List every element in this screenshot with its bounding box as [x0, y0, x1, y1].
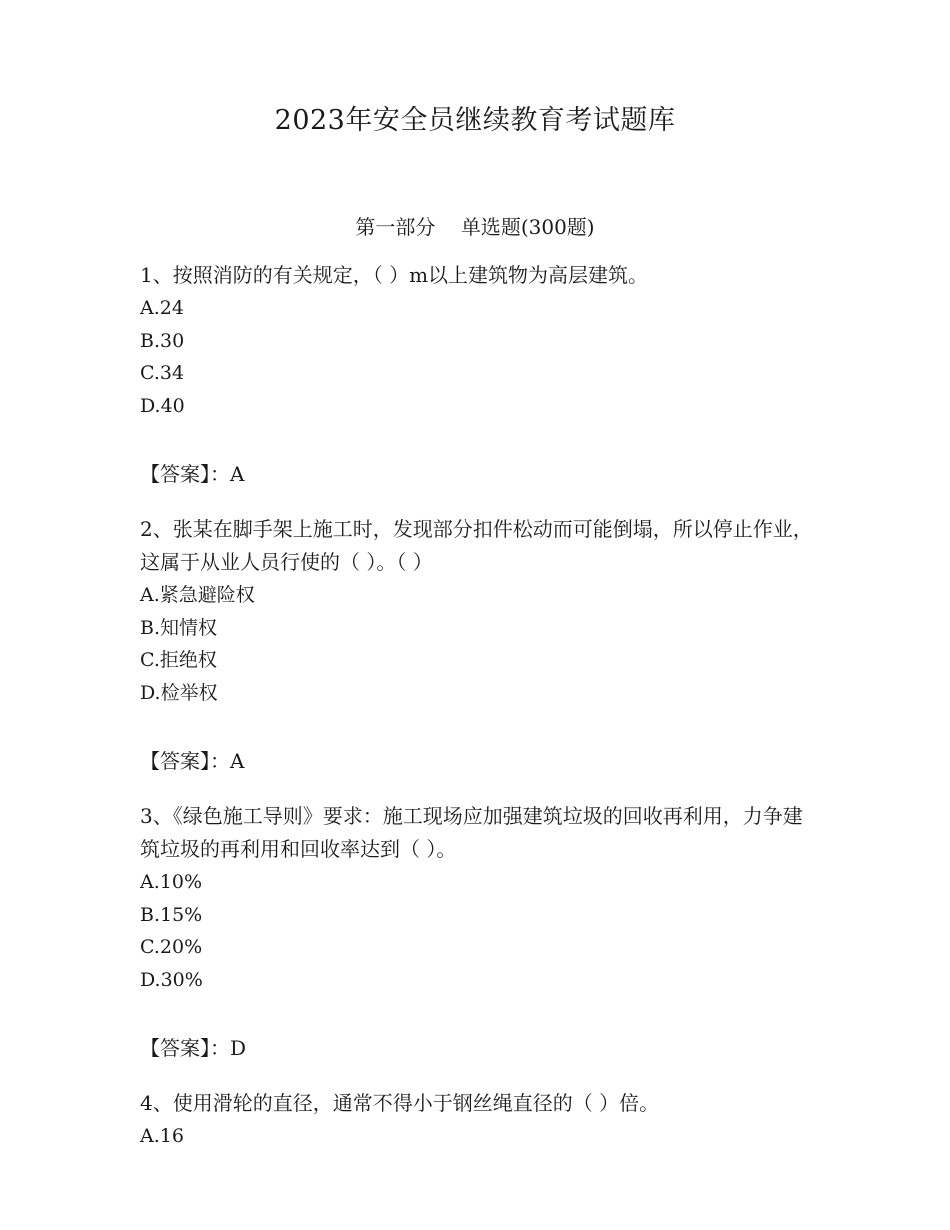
option-c: C.34 [140, 362, 185, 384]
section-title: 第一部分 单选题(300题) [355, 215, 595, 239]
question-3 [140, 800, 820, 1064]
document-title: 2023年安全员继续教育考试题库 [274, 105, 676, 136]
option-a: A.24 [140, 297, 184, 319]
question-list [140, 259, 820, 1153]
answer-label: 【答案】：A [140, 749, 245, 773]
option-c: C.20% [140, 936, 203, 958]
question-stem: 1、按照消防的有关规定，（ ）m以上建筑物为高层建筑。 [140, 263, 649, 287]
option-b: B.15% [140, 903, 203, 926]
answer-label: 【答案】：D [140, 1036, 247, 1060]
option-a: A.紧急避险权 [140, 584, 255, 606]
option-d: D.检举权 [140, 681, 218, 704]
question-stem: 2、张某在脚手架上施工时，发现部分扣件松动而可能倒塌，所以停止作业，这属于从业人员行使的（ ）。（ ） [140, 517, 813, 574]
question-2 [140, 513, 820, 777]
question-stem: 3、《绿色施工导则》要求：施工现场应加强建筑垃圾的回收再利用，力争建筑垃圾的再利用和回收率达到（ ）。 [140, 804, 803, 861]
option-a: A.10% [140, 871, 202, 893]
question-1 [140, 259, 820, 490]
option-a: A.16 [140, 1125, 184, 1147]
option-d: D.30% [140, 968, 203, 991]
option-b: B.30 [140, 329, 185, 352]
option-c: C.拒绝权 [140, 649, 217, 671]
answer-label: 【答案】：A [140, 462, 245, 486]
question-stem: 4、使用滑轮的直径，通常不得小于钢丝绳直径的（ ）倍。 [140, 1091, 660, 1115]
option-d: D.40 [140, 394, 185, 417]
question-4 [140, 1087, 820, 1153]
option-b: B.知情权 [140, 616, 218, 639]
